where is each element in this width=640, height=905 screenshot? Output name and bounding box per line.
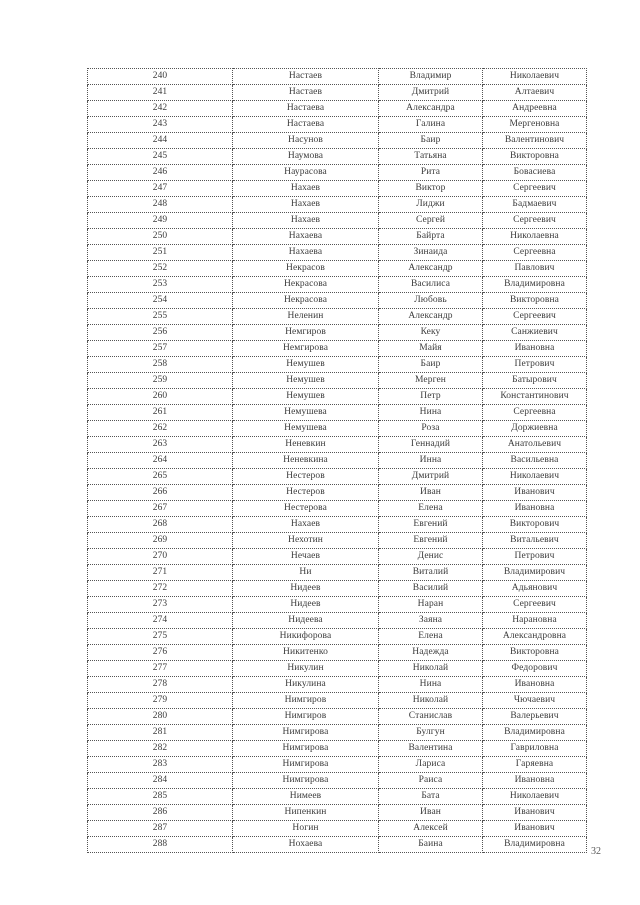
page-number: 32 (591, 846, 601, 857)
table-row (88, 133, 587, 149)
table-row (88, 341, 587, 357)
patronymic-cell: Бадмаевич (483, 197, 587, 213)
table-row (88, 245, 587, 261)
surname-cell: Настаев (233, 69, 379, 85)
row-number: 286 (88, 805, 233, 821)
patronymic-cell: Валерьевич (483, 709, 587, 725)
row-number: 267 (88, 501, 233, 517)
table-row (88, 645, 587, 661)
surname-cell: Никифорова (233, 629, 379, 645)
row-number: 255 (88, 309, 233, 325)
row-number: 253 (88, 277, 233, 293)
surname-cell: Настаева (233, 101, 379, 117)
surname-cell: Нахаев (233, 197, 379, 213)
patronymic-cell: Сергеевна (483, 405, 587, 421)
first-name-cell: Дмитрий (379, 85, 483, 101)
table-row (88, 421, 587, 437)
row-number: 275 (88, 629, 233, 645)
table-row (88, 69, 587, 85)
patronymic-cell: Санжиевич (483, 325, 587, 341)
row-number: 270 (88, 549, 233, 565)
patronymic-cell: Нарановна (483, 613, 587, 629)
first-name-cell: Татьяна (379, 149, 483, 165)
table-row (88, 805, 587, 821)
row-number: 278 (88, 677, 233, 693)
surname-cell: Немушева (233, 405, 379, 421)
table-row (88, 725, 587, 741)
table-row (88, 453, 587, 469)
surname-cell: Нахаев (233, 213, 379, 229)
surname-cell: Нимгирова (233, 773, 379, 789)
patronymic-cell: Николаевич (483, 69, 587, 85)
patronymic-cell: Батырович (483, 373, 587, 389)
first-name-cell: Елена (379, 501, 483, 517)
first-name-cell: Раиса (379, 773, 483, 789)
row-number: 242 (88, 101, 233, 117)
first-name-cell: Василиса (379, 277, 483, 293)
surname-cell: Настаева (233, 117, 379, 133)
surname-cell: Нечаев (233, 549, 379, 565)
first-name-cell: Байрта (379, 229, 483, 245)
patronymic-cell: Ивановна (483, 341, 587, 357)
row-number: 277 (88, 661, 233, 677)
patronymic-cell: Иванович (483, 821, 587, 837)
surname-cell: Некрасов (233, 261, 379, 277)
surname-cell: Ни (233, 565, 379, 581)
row-number: 266 (88, 485, 233, 501)
surname-cell: Нахаев (233, 181, 379, 197)
first-name-cell: Баина (379, 837, 483, 853)
row-number: 280 (88, 709, 233, 725)
patronymic-cell: Александровна (483, 629, 587, 645)
first-name-cell: Валентина (379, 741, 483, 757)
table-row (88, 149, 587, 165)
table-row (88, 741, 587, 757)
patronymic-cell: Доржиевна (483, 421, 587, 437)
surname-cell: Нохаева (233, 837, 379, 853)
table-row (88, 565, 587, 581)
surname-cell: Нидеев (233, 597, 379, 613)
surname-cell: Немгирова (233, 341, 379, 357)
table-row (88, 597, 587, 613)
first-name-cell: Рита (379, 165, 483, 181)
first-name-cell: Майя (379, 341, 483, 357)
first-name-cell: Нина (379, 405, 483, 421)
table-row (88, 485, 587, 501)
surname-cell: Нимеев (233, 789, 379, 805)
first-name-cell: Баир (379, 133, 483, 149)
first-name-cell: Алексей (379, 821, 483, 837)
surname-cell: Нимгиров (233, 693, 379, 709)
row-number: 263 (88, 437, 233, 453)
row-number: 274 (88, 613, 233, 629)
row-number: 241 (88, 85, 233, 101)
patronymic-cell: Васильевна (483, 453, 587, 469)
patronymic-cell: Сергеевич (483, 213, 587, 229)
surname-cell: Наумова (233, 149, 379, 165)
first-name-cell: Баир (379, 357, 483, 373)
surname-cell: Ногин (233, 821, 379, 837)
table-row (88, 101, 587, 117)
first-name-cell: Геннадий (379, 437, 483, 453)
patronymic-cell: Николаевна (483, 229, 587, 245)
first-name-cell: Любовь (379, 293, 483, 309)
table-row (88, 165, 587, 181)
patronymic-cell: Гавриловна (483, 741, 587, 757)
patronymic-cell: Ивановна (483, 501, 587, 517)
table-row (88, 181, 587, 197)
patronymic-cell: Алтаевич (483, 85, 587, 101)
patronymic-cell: Викторовна (483, 293, 587, 309)
surname-cell: Нестерова (233, 501, 379, 517)
patronymic-cell: Бовасиева (483, 165, 587, 181)
surname-cell: Некрасова (233, 277, 379, 293)
surname-cell: Немушев (233, 389, 379, 405)
table-row (88, 277, 587, 293)
patronymic-cell: Петрович (483, 357, 587, 373)
first-name-cell: Кеку (379, 325, 483, 341)
table-row (88, 757, 587, 773)
surname-cell: Нахаева (233, 245, 379, 261)
surname-cell: Немушева (233, 421, 379, 437)
patronymic-cell: Ивановна (483, 773, 587, 789)
table-row (88, 581, 587, 597)
row-number: 247 (88, 181, 233, 197)
table-row (88, 821, 587, 837)
table-row (88, 773, 587, 789)
table-row (88, 661, 587, 677)
row-number: 264 (88, 453, 233, 469)
first-name-cell: Виктор (379, 181, 483, 197)
surname-cell: Неневкина (233, 453, 379, 469)
row-number: 283 (88, 757, 233, 773)
patronymic-cell: Викторовна (483, 645, 587, 661)
row-number: 257 (88, 341, 233, 357)
surname-cell: Нестеров (233, 469, 379, 485)
table-row (88, 533, 587, 549)
first-name-cell: Инна (379, 453, 483, 469)
surname-cell: Нидеев (233, 581, 379, 597)
patronymic-cell: Иванович (483, 485, 587, 501)
patronymic-cell: Викторовна (483, 149, 587, 165)
row-number: 276 (88, 645, 233, 661)
first-name-cell: Петр (379, 389, 483, 405)
table-row (88, 549, 587, 565)
row-number: 249 (88, 213, 233, 229)
row-number: 248 (88, 197, 233, 213)
row-number: 272 (88, 581, 233, 597)
first-name-cell: Александр (379, 261, 483, 277)
row-number: 256 (88, 325, 233, 341)
table-row (88, 325, 587, 341)
first-name-cell: Владимир (379, 69, 483, 85)
patronymic-cell: Витальевич (483, 533, 587, 549)
row-number: 284 (88, 773, 233, 789)
table-row (88, 373, 587, 389)
table-row (88, 613, 587, 629)
first-name-cell: Зинаида (379, 245, 483, 261)
first-name-cell: Роза (379, 421, 483, 437)
row-number: 261 (88, 405, 233, 421)
first-name-cell: Евгений (379, 533, 483, 549)
patronymic-cell: Викторович (483, 517, 587, 533)
surname-cell: Нахаева (233, 229, 379, 245)
row-number: 273 (88, 597, 233, 613)
table-row (88, 389, 587, 405)
surname-cell: Немушев (233, 373, 379, 389)
table-row (88, 293, 587, 309)
surname-cell: Немушев (233, 357, 379, 373)
patronymic-cell: Чючаевич (483, 693, 587, 709)
patronymic-cell: Анатольевич (483, 437, 587, 453)
row-number: 254 (88, 293, 233, 309)
patronymic-cell: Петрович (483, 549, 587, 565)
row-number: 259 (88, 373, 233, 389)
surname-cell: Насунов (233, 133, 379, 149)
first-name-cell: Евгений (379, 517, 483, 533)
table-row (88, 437, 587, 453)
table-row (88, 117, 587, 133)
name-list-body (88, 69, 587, 853)
row-number: 244 (88, 133, 233, 149)
first-name-cell: Александр (379, 309, 483, 325)
surname-cell: Настаев (233, 85, 379, 101)
table-row (88, 501, 587, 517)
table-row (88, 709, 587, 725)
row-number: 250 (88, 229, 233, 245)
first-name-cell: Виталий (379, 565, 483, 581)
first-name-cell: Иван (379, 485, 483, 501)
row-number: 282 (88, 741, 233, 757)
surname-cell: Нипенкин (233, 805, 379, 821)
row-number: 265 (88, 469, 233, 485)
patronymic-cell: Владимирович (483, 565, 587, 581)
patronymic-cell: Владимировна (483, 725, 587, 741)
first-name-cell: Наран (379, 597, 483, 613)
row-number: 245 (88, 149, 233, 165)
row-number: 271 (88, 565, 233, 581)
surname-cell: Нехотин (233, 533, 379, 549)
surname-cell: Неневкин (233, 437, 379, 453)
surname-cell: Никитенко (233, 645, 379, 661)
row-number: 269 (88, 533, 233, 549)
surname-cell: Нидеева (233, 613, 379, 629)
first-name-cell: Станислав (379, 709, 483, 725)
surname-cell: Никулина (233, 677, 379, 693)
first-name-cell: Василий (379, 581, 483, 597)
surname-cell: Некрасова (233, 293, 379, 309)
row-number: 243 (88, 117, 233, 133)
first-name-cell: Бата (379, 789, 483, 805)
row-number: 251 (88, 245, 233, 261)
surname-cell: Немгиров (233, 325, 379, 341)
first-name-cell: Сергей (379, 213, 483, 229)
patronymic-cell: Константинович (483, 389, 587, 405)
table-row (88, 405, 587, 421)
row-number: 287 (88, 821, 233, 837)
surname-cell: Нестеров (233, 485, 379, 501)
first-name-cell: Дмитрий (379, 469, 483, 485)
first-name-cell: Иван (379, 805, 483, 821)
patronymic-cell: Сергеевич (483, 597, 587, 613)
patronymic-cell: Владимировна (483, 837, 587, 853)
table-row (88, 789, 587, 805)
row-number: 258 (88, 357, 233, 373)
row-number: 262 (88, 421, 233, 437)
first-name-cell: Елена (379, 629, 483, 645)
row-number: 268 (88, 517, 233, 533)
name-list-table (87, 68, 587, 853)
table-row (88, 517, 587, 533)
patronymic-cell: Адьянович (483, 581, 587, 597)
first-name-cell: Надежда (379, 645, 483, 661)
row-number: 246 (88, 165, 233, 181)
patronymic-cell: Сергеевна (483, 245, 587, 261)
table-row (88, 85, 587, 101)
row-number: 288 (88, 837, 233, 853)
table-row (88, 629, 587, 645)
first-name-cell: Нина (379, 677, 483, 693)
surname-cell: Нахаев (233, 517, 379, 533)
table-row (88, 837, 587, 853)
patronymic-cell: Валентинович (483, 133, 587, 149)
first-name-cell: Денис (379, 549, 483, 565)
first-name-cell: Мерген (379, 373, 483, 389)
table-row (88, 213, 587, 229)
first-name-cell: Заяна (379, 613, 483, 629)
first-name-cell: Галина (379, 117, 483, 133)
surname-cell: Нимгирова (233, 741, 379, 757)
surname-cell: Наурасова (233, 165, 379, 181)
row-number: 285 (88, 789, 233, 805)
surname-cell: Нимгирова (233, 725, 379, 741)
patronymic-cell: Ивановна (483, 677, 587, 693)
surname-cell: Никулин (233, 661, 379, 677)
table-row (88, 309, 587, 325)
surname-cell: Нимгиров (233, 709, 379, 725)
surname-cell: Нимгирова (233, 757, 379, 773)
table-row (88, 229, 587, 245)
first-name-cell: Александра (379, 101, 483, 117)
patronymic-cell: Сергеевич (483, 309, 587, 325)
patronymic-cell: Павлович (483, 261, 587, 277)
patronymic-cell: Николаевич (483, 469, 587, 485)
table-row (88, 197, 587, 213)
row-number: 260 (88, 389, 233, 405)
first-name-cell: Лиджи (379, 197, 483, 213)
patronymic-cell: Андреевна (483, 101, 587, 117)
patronymic-cell: Николаевич (483, 789, 587, 805)
row-number: 240 (88, 69, 233, 85)
table-row (88, 469, 587, 485)
surname-cell: Неленин (233, 309, 379, 325)
patronymic-cell: Владимировна (483, 277, 587, 293)
patronymic-cell: Иванович (483, 805, 587, 821)
row-number: 252 (88, 261, 233, 277)
patronymic-cell: Гаряевна (483, 757, 587, 773)
patronymic-cell: Сергеевич (483, 181, 587, 197)
table-row (88, 677, 587, 693)
table-row (88, 693, 587, 709)
first-name-cell: Николай (379, 693, 483, 709)
table-row (88, 261, 587, 277)
first-name-cell: Николай (379, 661, 483, 677)
table-row (88, 357, 587, 373)
row-number: 281 (88, 725, 233, 741)
first-name-cell: Лариса (379, 757, 483, 773)
first-name-cell: Булгун (379, 725, 483, 741)
patronymic-cell: Федорович (483, 661, 587, 677)
patronymic-cell: Мергеновна (483, 117, 587, 133)
row-number: 279 (88, 693, 233, 709)
